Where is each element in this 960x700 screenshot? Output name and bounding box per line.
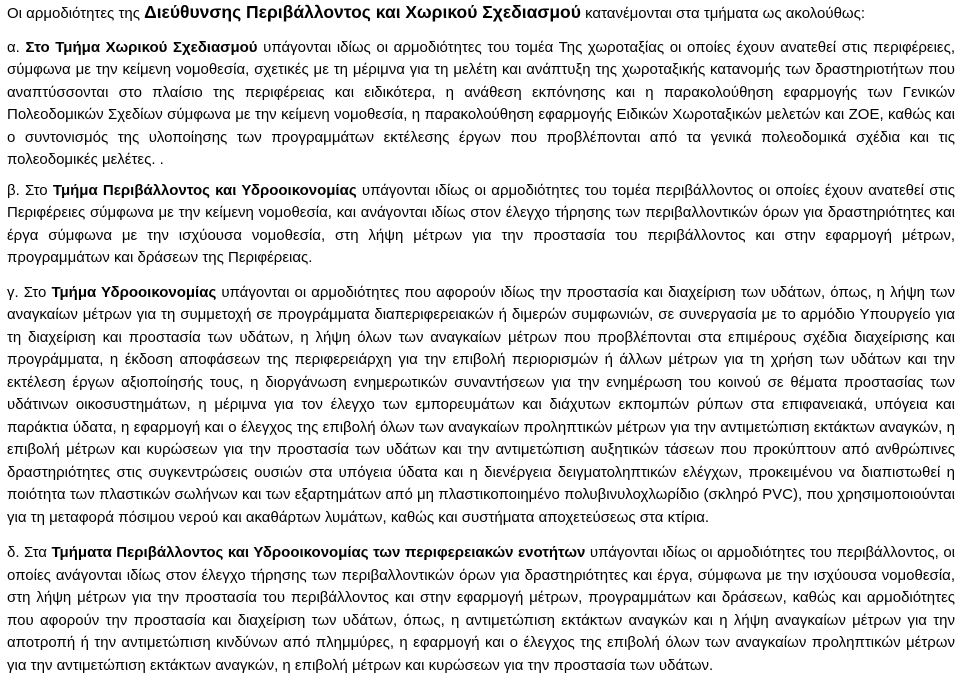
paragraph-d-heading: Τμήματα Περιβάλλοντος και Υδροοικονομίας των περιφερειακών ενοτήτων [51, 544, 586, 561]
paragraph-d-text: υπάγονται ιδίως οι αρμοδιότητες του περιβάλλοντος, οι οποίες ανάγονται ιδίως στον έλεγχο τήρησης των περιβαλλοντικών όρων για δραστηριότητες και έργα, σύμφωνα με την ισχύουσα νομοθεσία, στη λήψη μέτρων για την προστασία του περιβάλλοντος και στην εφαρμογή μέτρων, προγραμμάτων και δράσεων, καθώς και αρμοδιότητες που αφορούν την προστασία και διαχείριση των υδάτων, όπως, η αντιμετώπιση εκτάκτων αναγκών και η λήψη αναγκαίων μέτρων για την αποτροπή ή την αντιμετώπιση κινδύνων από πλημμύρες, η εφαρμογή και ο έλεγχος της επιβολή όλων των αναγκαίων προληπτικών μέτρων για την αντιμετώπιση εκτάκτων αναγκών, η επιβολή μέτρων και κυρώσεων για την προστασία των υδάτων. [7, 544, 955, 674]
paragraph-c-heading: Τμήμα Υδροοικονομίας [51, 283, 217, 301]
paragraph-a-marker: α. [7, 38, 26, 56]
paragraph-c-text: υπάγονται οι αρμοδιότητες που αφορούν ιδίως την προστασία και διαχείριση των υδάτων, όπως, η λήψη των αναγκαίων μέτρων για τη συμμετοχή σε προγράμματα διαπεριφερειακών ή διμερών συμφωνιών, σε συνεργασία με το αρμόδιο Υπουργείο για τη διαχείριση και προστασία των υδάτων, η λήψη όλων των αναγκαίων μέτρων που προβλέπονται στα επιμέρους σχέδια διαχείρισης και προγράμματα, η έκδοση αποφάσεων της περιφερειάρχη για την επιβολή περιορισμών ή άλλων μέτρων για τη χρήση των υδάτων και την εκτέλεση έργων αξιοποίησής τους, η διοργάνωση ενημερωτικών συναντήσεων για την ενημέρωση του κοινού σε θέματα προστασίας των υδάτινων οικοσυστημάτων, η μέριμνα για τον έλεγχο των εμπορευμάτων και διάχυτων εκπομπών ρύπων στα επιφανειακά, υπόγεια και παράκτια ύδατα, η εφαρμογή και ο έλεγχος της επιβολή όλων των αναγκαίων προληπτικών μέτρων για την αντιμετώπιση εκτάκτων αναγκών, η επιβολή μέτρων και κυρώσεων για την προστασία των υδάτων και την αντιμετώπιση αυξητικών τάσεων που προκύπτουν από ανθρώπινες δραστηριότητες στις συγκεντρώσεις ουσιών στα υπόγεια ύδατα και η διενέργεια δειγματοληπτικών ελέγχων, προκειμένου να διαπιστωθεί η ποιότητα των πλαστικών σωλήνων και των εξαρτημάτων από μη πλαστικοποιημένο πολυβινυλοχλωρίδιο (σκληρό PVC), που χρησιμοποιούνται για τη μεταφορά πόσιμου νερού και ακαθάρτων λυμάτων, καθώς και συστήματα αποχετεύσεως στα κτίρια. [7, 283, 955, 526]
paragraph-d [7, 542, 955, 677]
paragraph-b [7, 180, 955, 270]
paragraph-a [7, 37, 955, 172]
paragraph-b-marker: β. Στο [7, 181, 53, 199]
paragraph-c [7, 282, 955, 530]
intro-paragraph [7, 1, 955, 26]
paragraph-b-heading: Τμήμα Περιβάλλοντος και Υδροοικονομίας [52, 181, 357, 199]
intro-prefix: Οι αρμοδιότητες της [7, 5, 145, 22]
paragraph-a-text: υπάγονται ιδίως οι αρμοδιότητες του τομέα Της χωροταξίας οι οποίες έχουν ανατεθεί στις περιφέρειες, σύμφωνα με την κείμενη νομοθεσία, σχετικές με τη μέριμνα για τη μελέτη και ανάπτυξη της χωροταξικής κατανομής των δραστηριοτήτων που αναπτύσσονται στο πλαίσιο της περιφέρειας και ειδικότερα, η ανάθεση εκπόνησης και η παρακολούθηση εφαρμογής των Γενικών Πολεοδομικών Σχεδίων σύμφωνα με την κείμενη νομοθεσία, η παρακολούθηση εφαρμογής Ειδικών Χωροταξικών μελετών και ΖΟΕ, καθώς και ο συντονισμός της υλοποίησης των προγραμμάτων εκτέλεσης έργων που προβλέπονται από τα γενικά πολεοδομικά σχέδια και τις πολεοδομικές μελέτες. . [7, 38, 956, 168]
paragraph-b-text: υπάγονται ιδίως οι αρμοδιότητες του τομέα περιβάλλοντος οι οποίες έχουν ανατεθεί στις Περιφέρειες σύμφωνα με την κείμενη νομοθεσία, και ανάγονται ιδίως στον έλεγχο τήρησης των περιβαλλοντικών όρων για δραστηριότητες και έργα σύμφωνα με την ισχύουσα νομοθεσία, στη λήψη μέτρων για την προστασία του περιβάλλοντος και στην εφαρμογή μέτρων, προγραμμάτων και δράσεων της Περιφέρειας. [7, 181, 955, 266]
paragraph-d-marker: δ. Στα [7, 544, 52, 561]
paragraph-a-heading: Στο Τμήμα Χωρικού Σχεδιασμού [25, 38, 258, 56]
directorate-name: Διεύθυνσης Περιβάλλοντος και Χωρικού Σχεδιασμού [144, 2, 581, 22]
paragraph-c-marker: γ. Στο [7, 283, 52, 301]
document-page [7, 0, 955, 677]
intro-suffix: κατανέμονται στα τμήματα ως ακολούθως: [580, 5, 866, 22]
